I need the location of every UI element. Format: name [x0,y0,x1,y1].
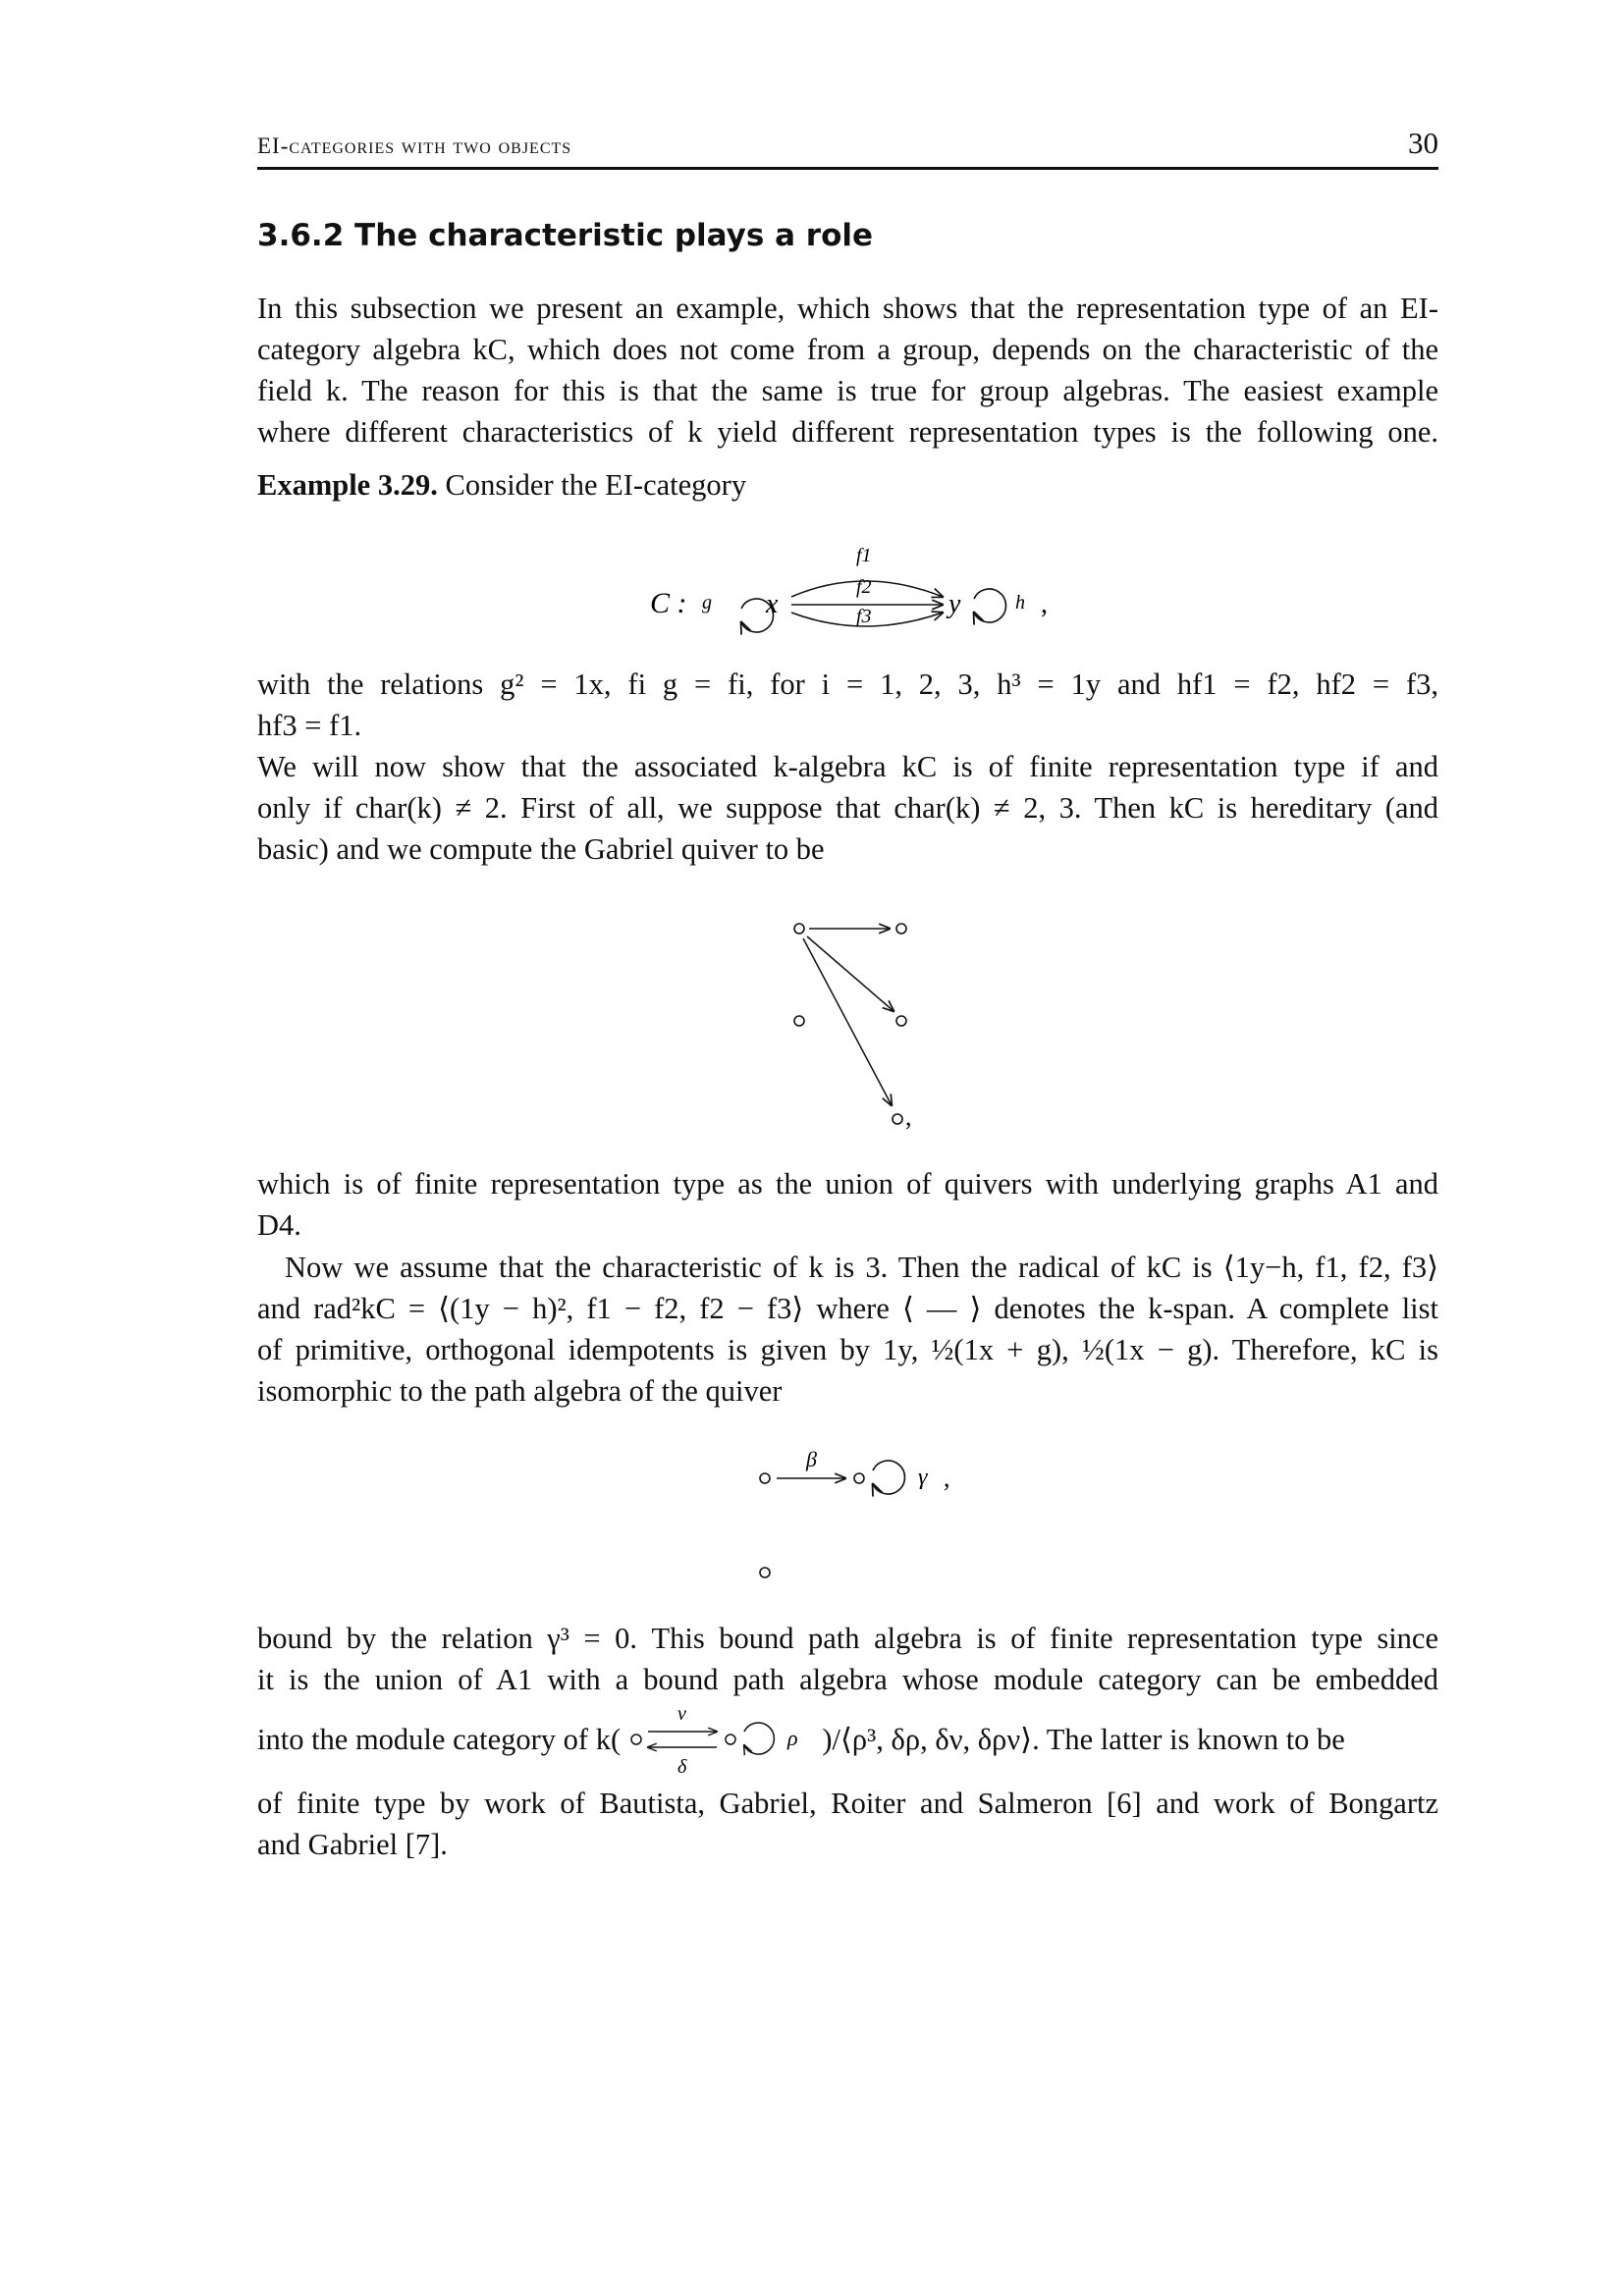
bound-line: bound by the relation γ³ = 0. This bound path algebra is of finite representation type since [257,1622,1438,1655]
header-rule [257,167,1438,170]
char3-line: of primitive, orthogonal idempotents is given by 1y, ½(1x + g), ½(1x − g). Therefore, kC is [257,1333,1438,1366]
quiver-vertex [854,1473,864,1483]
quiver2-trailing-comma: , [944,1464,950,1492]
object-x: x [766,589,779,619]
bound-paragraph [257,1618,1438,1700]
quiver-vertex [794,1016,804,1026]
example-label: Example 3.29. [257,468,438,502]
finite-type-paragraph [257,1163,1438,1246]
claim-line: only if char(k) ≠ 2. First of all, we suppose that char(k) ≠ 2, 3. Then kC is hereditary (and [257,791,1438,825]
loop-label-g: g [702,592,712,614]
intro-line: where different characteristics of k yield different representation types is the following one. [257,415,1438,449]
inline-suffix: )/⟨ρ³, δρ, δν, δρν⟩. The latter is known to be [822,1723,1345,1756]
char3-line: and rad²kC = ⟨(1y − h)², f1 − f2, f2 − f3⟩ where ⟨ — ⟩ denotes the k-span. A complete list [257,1292,1438,1325]
intro-line: In this subsection we present an example, which shows that the representation type of an EI- [257,292,1438,325]
claim-paragraph [257,746,1438,870]
bound-tail-paragraph [257,1783,1438,1865]
running-title: EI-categories with two objects [257,133,572,158]
gabriel-quiver [776,903,933,1139]
example-statement [257,464,1438,506]
intro-line: field k. The reason for this is that the same is true for group algebras. The easiest example [257,374,1438,407]
quiver-vertex [794,924,804,934]
morphism-label-f1: f1 [856,545,872,566]
quiver-vertex [893,1114,902,1124]
quiver-trailing-comma: , [905,1102,912,1131]
morphism-label-f3: f3 [856,606,872,627]
category-name: C : [650,587,687,619]
claim-line: We will now show that the associated k-algebra kC is of finite representation type if and [257,750,1438,783]
relations-paragraph [257,664,1438,746]
loop-arrow-h [974,589,1005,622]
quiver-vertex [726,1735,735,1744]
quiver-vertex [760,1568,770,1577]
claim-line: basic) and we compute the Gabriel quiver to be [257,832,825,866]
inline-label-nu: ν [677,1703,686,1725]
intro-paragraph [257,288,1438,453]
relations-line: with the relations g² = 1x, fi g = fi, for i = 1, 2, 3, h³ = 1y and hf1 = f2, hf2 = f3, [257,667,1438,701]
relations-line: hf3 = f1. [257,709,362,742]
section-heading: 3.6.2 The characteristic plays a role [257,218,874,253]
finite-type-line: which is of finite representation type as the union of quivers with underlying graphs A1 and [257,1167,1438,1201]
diagram-trailing-comma: , [1041,589,1048,619]
intro-line: category algebra kC, which does not come from a group, depends on the characteristic of the [257,333,1438,366]
inline-label-rho: ρ [786,1726,798,1750]
inline-prefix: into the module category of k( [257,1723,622,1756]
loop-arrow-gamma [873,1461,904,1494]
loop-label-h: h [1015,592,1025,614]
object-y: y [948,589,961,619]
bound-line: it is the union of A1 with a bound path algebra whose module category can be embedded [257,1663,1438,1696]
quiver-arrow [807,936,893,1011]
bound-tail-line: of finite type by work of Bautista, Gabriel, Roiter and Salmeron [6] and work of Bongartz [257,1787,1438,1820]
inline-quiver [628,1703,815,1778]
loop-label-gamma: γ [918,1465,928,1490]
inline-loop-rho [744,1723,774,1754]
bound-tail-line: and Gabriel [7]. [257,1828,448,1861]
char3-paragraph [257,1247,1438,1412]
morphism-label-f2: f2 [856,576,872,598]
quiver-vertex [896,924,906,934]
char3-line: Now we assume that the characteristic of k is 3. Then the radical of kC is ⟨1y−h, f1, f2, f3⟩ [285,1251,1438,1284]
arrow-label-beta: β [806,1447,817,1471]
finite-type-line: D4. [257,1208,301,1242]
char3-line: isomorphic to the path algebra of the quiver [257,1374,783,1408]
running-head [257,126,1438,165]
quiver-vertex [760,1473,770,1483]
inline-label-delta: δ [677,1756,687,1778]
page-number: 30 [1408,126,1438,160]
category-diagram [628,538,1080,646]
example-text: Consider the EI-category [445,468,747,502]
quiver-vertex [896,1016,906,1026]
quiver-vertex [631,1735,641,1744]
quiver-beta-gamma [741,1443,977,1590]
quiver-arrow [803,938,892,1105]
inline-quiver-line [257,1703,1438,1778]
